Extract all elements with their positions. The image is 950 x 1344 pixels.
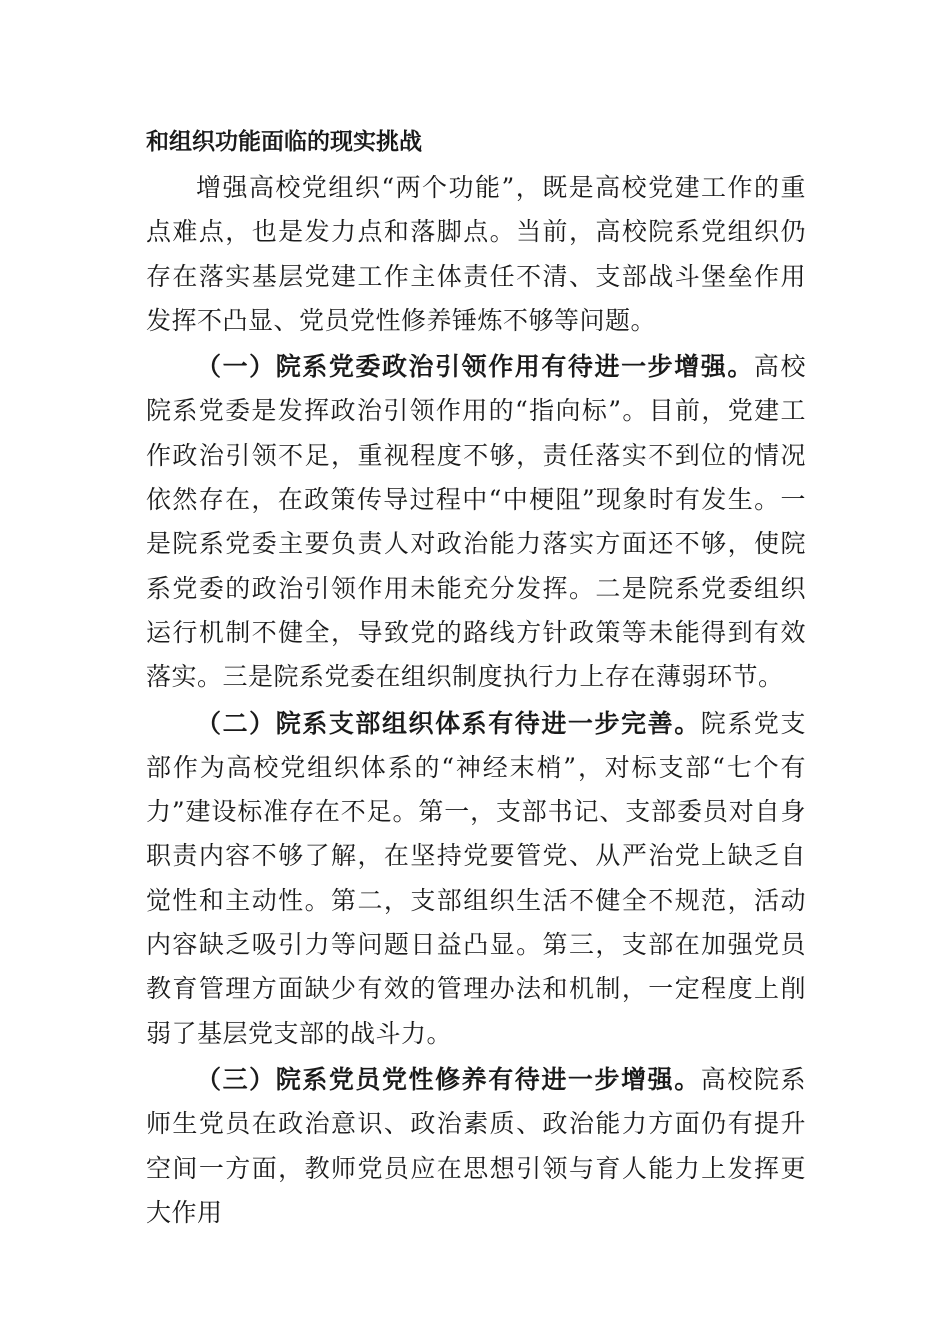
paragraph-1-lead: （一）院系党委政治引领作用有待进一步增强。 <box>196 352 754 382</box>
intro-paragraph: 增强高校党组织“两个功能”，既是高校党建工作的重点难点，也是发力点和落脚点。当前，高校院系党组织仍存在落实基层党建工作主体责任不清、支部战斗堡垒作用发挥不凸显、党员党性修养锤炼不够等问题。 <box>146 173 806 335</box>
paragraph-1 <box>146 345 806 699</box>
section-heading: 和组织功能面临的现实挑战 <box>146 129 422 155</box>
paragraph-2-body: 院系党支部作为高校党组织体系的“神经末梢”，对标支部“七个有力”建设标准存在不足。第一，支部书记、支部委员对自身职责内容不够了解，在坚持党要管党、从严治党上缺乏自觉性和主动性。第二，支部组织生活不健全不规范，活动内容缺乏吸引力等问题日益凸显。第三，支部在加强党员教育管理方面缺少有效的管理办法和机制，一定程度上削弱了基层党支部的战斗力。 <box>146 708 806 1048</box>
paragraph-2-lead: （二）院系支部组织体系有待进一步完善。 <box>196 708 701 738</box>
paragraph-3 <box>146 1058 806 1235</box>
paragraph-1-body: 高校院系党委是发挥政治引领作用的“指向标”。目前，党建工作政治引领不足，重视程度不够，责任落实不到位的情况依然存在，在政策传导过程中“中梗阻”现象时有发生。一是院系党委主要负责人对政治能力落实方面还不够，使院系党委的政治引领作用未能充分发挥。二是院系党委组织运行机制不健全，导致党的路线方针政策等未能得到有效落实。三是院系党委在组织制度执行力上存在薄弱环节。 <box>146 352 806 692</box>
paragraph-3-body: 高校院系师生党员在政治意识、政治素质、政治能力方面仍有提升空间一方面，教师党员应在思想引领与育人能力上发挥更大作用 <box>146 1064 806 1227</box>
paragraph-3-lead: （三）院系党员党性修养有待进一步增强。 <box>196 1064 701 1094</box>
paragraph-2 <box>146 702 806 1056</box>
document-page <box>146 118 806 1235</box>
